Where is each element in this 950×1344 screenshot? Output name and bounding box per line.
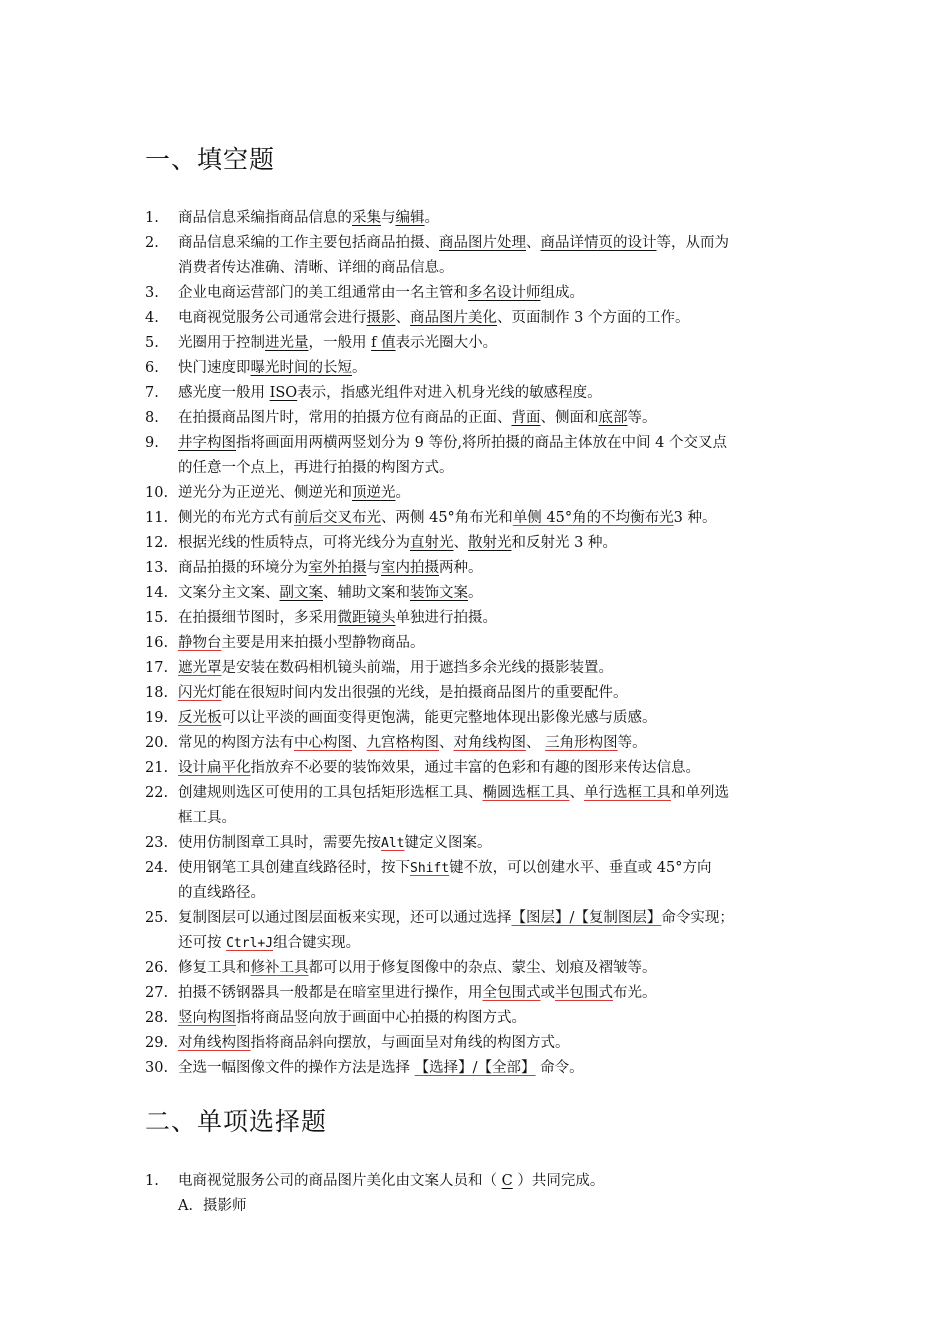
question-text: 是安装在数码相机镜头前端，用于遮挡多余光线的摄影装置。 (221, 660, 613, 676)
question-text: 商品信息采编的工作主要包括商品拍摄、 (178, 235, 439, 251)
question-number: 25. (145, 910, 169, 926)
question-number: 21. (145, 760, 169, 776)
question-text: 键定义图案。 (404, 835, 492, 851)
answer-blank: 对角线构图 (453, 735, 526, 751)
question-number: 30. (145, 1060, 169, 1076)
question-number: 12. (145, 535, 169, 551)
question-item (145, 506, 815, 531)
question-text: 电商视觉服务公司通常会进行 (178, 310, 367, 326)
question-text: 两种。 (439, 560, 483, 576)
question-number: 15. (145, 610, 169, 626)
question-item (145, 406, 815, 431)
question-item (145, 1056, 815, 1081)
question-number: 23. (145, 835, 169, 851)
answer-blank: 室外拍摄 (308, 560, 367, 576)
question-text: 等。 (617, 735, 647, 751)
answer-blank: 闪光灯 (178, 685, 222, 701)
question-item (145, 1006, 815, 1031)
question-text: 感光度一般用 (178, 385, 270, 401)
question-text: 、 (453, 535, 468, 551)
answer-blank: 进光量 (265, 335, 309, 351)
question-text: 企业电商运营部门的美工组通常由一名主管和 (178, 285, 468, 301)
answer-blank: 副文案 (279, 585, 323, 601)
answer-blank: 中心构图 (294, 735, 352, 751)
question-text: 。 (352, 360, 367, 376)
question-item (145, 756, 815, 781)
answer-blank: 背面 (511, 410, 541, 426)
question-text: 、 (395, 310, 410, 326)
question-text: 命令。 (535, 1060, 584, 1076)
question-item (145, 306, 815, 331)
question-number: 17. (145, 660, 169, 676)
question-text: 键不放，可以创建水平、垂直或 45°方向 (449, 860, 712, 876)
question-item (145, 556, 815, 581)
question-item (145, 1031, 815, 1056)
answer-blank: 采集 (352, 210, 381, 226)
question-text: 使用钢笔工具创建直线路径时，按下 (178, 860, 410, 876)
option-a: A．摄影师 (178, 1198, 247, 1214)
answer-blank: 对角线构图 (178, 1035, 251, 1051)
question-text: 商品拍摄的环境分为 (178, 560, 309, 576)
answer-blank: 摄影 (366, 310, 396, 326)
question-text: 在拍摄细节图时，多采用 (178, 610, 338, 626)
answer-blank: 商品图片美化 (410, 310, 497, 326)
question-text: 和反射光 3 种。 (511, 535, 617, 551)
answer-blank: 竖向构图 (178, 1010, 236, 1026)
question-text: 、 (526, 235, 541, 251)
question-number: 9. (145, 435, 159, 451)
question-number: 7. (145, 385, 159, 401)
question-number: 6. (145, 360, 159, 376)
question-number: 26. (145, 960, 169, 976)
answer-blank: 遮光罩 (178, 660, 222, 676)
question-text: 指将画面用两横两竖划分为 9 等份,将所拍摄的商品主体放在中间 4 个交叉点 (236, 435, 727, 451)
question-text: 复制图层可以通过图层面板来实现，还可以通过选择 (178, 910, 512, 926)
question-text: 和单列选 (671, 785, 729, 801)
question-item (145, 981, 815, 1006)
section-title-single-choice: 二、单项选择题 (145, 1107, 328, 1136)
question-text: 、两侧 45°角布光和 (381, 510, 513, 526)
answer-blank: 室内拍摄 (381, 560, 439, 576)
answer-blank: 九宫格构图 (366, 735, 439, 751)
answer-blank: 半包围式 (555, 985, 613, 1001)
question-text: 、页面制作 3 个方面的工作。 (497, 310, 690, 326)
question-item (145, 681, 815, 706)
question-item (145, 731, 815, 756)
answer-blank: Ctrl+J (226, 936, 274, 951)
question-text: 与 (381, 210, 396, 226)
answer-blank: ISO (269, 385, 298, 401)
question-text: 快门速度即 (178, 360, 251, 376)
question-text: 、侧面和 (540, 410, 599, 426)
question-number: 1. (145, 1173, 159, 1189)
question-text: 使用仿制图章工具时，需要先按 (178, 835, 381, 851)
question-item (145, 381, 815, 406)
question-number: 10. (145, 485, 169, 501)
answer-blank: Alt (381, 836, 405, 851)
question-text: 的直线路径。 (178, 885, 265, 901)
answer-blank: 井字构图 (178, 435, 236, 451)
question-text: 根据光线的性质特点，可将光线分为 (178, 535, 410, 551)
question-item (145, 631, 815, 656)
question-item (145, 581, 815, 606)
question-item (145, 231, 815, 281)
question-number: 27. (145, 985, 169, 1001)
question-number: 16. (145, 635, 169, 651)
question-text: 组成。 (540, 285, 584, 301)
question-text: 、 (352, 735, 367, 751)
question-item (145, 956, 815, 981)
question-number: 14. (145, 585, 169, 601)
question-number: 29. (145, 1035, 169, 1051)
question-number: 24. (145, 860, 169, 876)
answer-blank: 曝光时间的长短 (250, 360, 352, 376)
question-number: 8. (145, 410, 159, 426)
question-number: 18. (145, 685, 169, 701)
question-text: 创建规则选区可使用的工具包括矩形选框工具、 (178, 785, 483, 801)
answer-blank: 修补工具 (250, 960, 309, 976)
question-number: 19. (145, 710, 169, 726)
question-number: 5. (145, 335, 159, 351)
question-text: 指将商品竖向放于画面中心拍摄的构图方式。 (236, 1010, 526, 1026)
question-item (145, 656, 815, 681)
question-text: 。 (468, 585, 483, 601)
question-item (145, 481, 815, 506)
answer-blank: 椭圆选框工具 (482, 785, 570, 801)
question-number: 28. (145, 1010, 169, 1026)
answer-blank: 设计扁平化 (178, 760, 251, 776)
answer-blank: 前后交叉布光 (294, 510, 381, 526)
answer-blank: 微距镜头 (337, 610, 396, 626)
question-item (145, 1169, 815, 1219)
question-text: 等。 (627, 410, 657, 426)
answer-blank: C (501, 1173, 513, 1189)
question-text: 的任意一个点上，再进行拍摄的构图方式。 (178, 460, 454, 476)
question-text: 全选一幅图像文件的操作方法是选择 (178, 1060, 415, 1076)
question-text: 。 (395, 485, 410, 501)
answer-blank: 散射光 (468, 535, 512, 551)
question-item (145, 206, 815, 231)
question-text: 指将商品斜向摆放，与画面呈对角线的构图方式。 (250, 1035, 570, 1051)
section-title-fill-in: 一、填空题 (145, 145, 276, 174)
answer-blank: 单行选框工具 (584, 785, 671, 801)
question-text: 电商视觉服务公司的商品图片美化由文案人员和（ (178, 1173, 502, 1189)
question-text: 、 (439, 735, 454, 751)
question-text: 还可按 (178, 935, 227, 951)
answer-blank: 顶逆光 (352, 485, 396, 501)
answer-blank: 商品图片处理 (439, 235, 526, 251)
question-item (145, 831, 815, 856)
question-number: 20. (145, 735, 169, 751)
question-text: 文案分主文案、 (178, 585, 280, 601)
question-item (145, 331, 815, 356)
answer-blank: 单侧 45°角的不均衡布光 (512, 510, 674, 526)
question-text: ，一般用 (308, 335, 372, 351)
question-text: 主要是用来拍摄小型静物商品。 (221, 635, 425, 651)
question-number: 3. (145, 285, 159, 301)
question-text: 都可以用于修复图像中的杂点、蒙尘、划痕及褶皱等。 (308, 960, 657, 976)
answer-blank: 【选择】/【全部】 (414, 1060, 536, 1076)
answer-blank: 反光板 (178, 710, 222, 726)
answer-blank: 【图层】/【复制图层】 (511, 910, 662, 926)
question-text: 可以让平淡的画面变得更饱满，能更完整地体现出影像光感与质感。 (221, 710, 657, 726)
question-item (145, 856, 815, 906)
question-item (145, 706, 815, 731)
question-text: 、 (569, 785, 584, 801)
question-text: 与 (366, 560, 381, 576)
answer-blank: 多名设计师 (468, 285, 541, 301)
question-number: 4. (145, 310, 159, 326)
question-number: 22. (145, 785, 169, 801)
question-text: 表示光圈大小。 (395, 335, 498, 351)
question-item (145, 606, 815, 631)
answer-blank: 直射光 (410, 535, 454, 551)
question-item (145, 281, 815, 306)
question-item (145, 906, 815, 956)
question-number: 13. (145, 560, 169, 576)
question-text: 侧光的布光方式有 (178, 510, 294, 526)
answer-blank: 静物台 (178, 635, 222, 651)
question-text: 或 (540, 985, 555, 1001)
question-text: 表示，指感光组件对进入机身光线的敏感程度。 (297, 385, 602, 401)
question-text: 、辅助文案和 (323, 585, 410, 601)
question-text: 指放弃不必要的装饰效果，通过丰富的色彩和有趣的图形来传达信息。 (250, 760, 700, 776)
answer-blank: 编辑 (395, 210, 425, 226)
question-number: 11. (145, 510, 169, 526)
question-number: 1. (145, 210, 159, 226)
question-text: 。 (424, 210, 439, 226)
question-item (145, 781, 815, 831)
question-text: 光圈用于控制 (178, 335, 265, 351)
answer-blank: Shift (410, 861, 450, 876)
answer-blank: 三角形构图 (545, 735, 618, 751)
answer-blank: 商品详情页的设计 (540, 235, 657, 251)
question-text: 框工具。 (178, 810, 236, 826)
question-text: 3 种。 (673, 510, 717, 526)
question-text: ）共同完成。 (512, 1173, 605, 1189)
answer-blank: 底部 (598, 410, 628, 426)
question-item (145, 531, 815, 556)
answer-blank: f 值 (371, 335, 396, 351)
question-text: 消费者传达准确、清晰、详细的商品信息。 (178, 260, 454, 276)
question-item (145, 356, 815, 381)
question-text: 能在很短时间内发出很强的光线，是拍摄商品图片的重要配件。 (221, 685, 628, 701)
answer-blank: 装饰文案 (410, 585, 468, 601)
question-text: 常见的构图方法有 (178, 735, 294, 751)
question-text: 命令实现； (661, 910, 734, 926)
question-text: 商品信息采编指商品信息的 (178, 210, 352, 226)
question-item (145, 431, 815, 481)
question-number: 2. (145, 235, 159, 251)
question-text: 逆光分为正逆光、侧逆光和 (178, 485, 352, 501)
question-text: 在拍摄商品图片时，常用的拍摄方位有商品的正面、 (178, 410, 512, 426)
question-text: 等，从而为 (656, 235, 729, 251)
question-text: 单独进行拍摄。 (395, 610, 497, 626)
question-text: 拍摄不锈钢器具一般都是在暗室里进行操作，用 (178, 985, 483, 1001)
answer-blank: 全包围式 (482, 985, 541, 1001)
question-text: 组合键实现。 (273, 935, 361, 951)
question-text: 布光。 (613, 985, 657, 1001)
question-text: 修复工具和 (178, 960, 251, 976)
question-text: 、 (526, 735, 546, 751)
